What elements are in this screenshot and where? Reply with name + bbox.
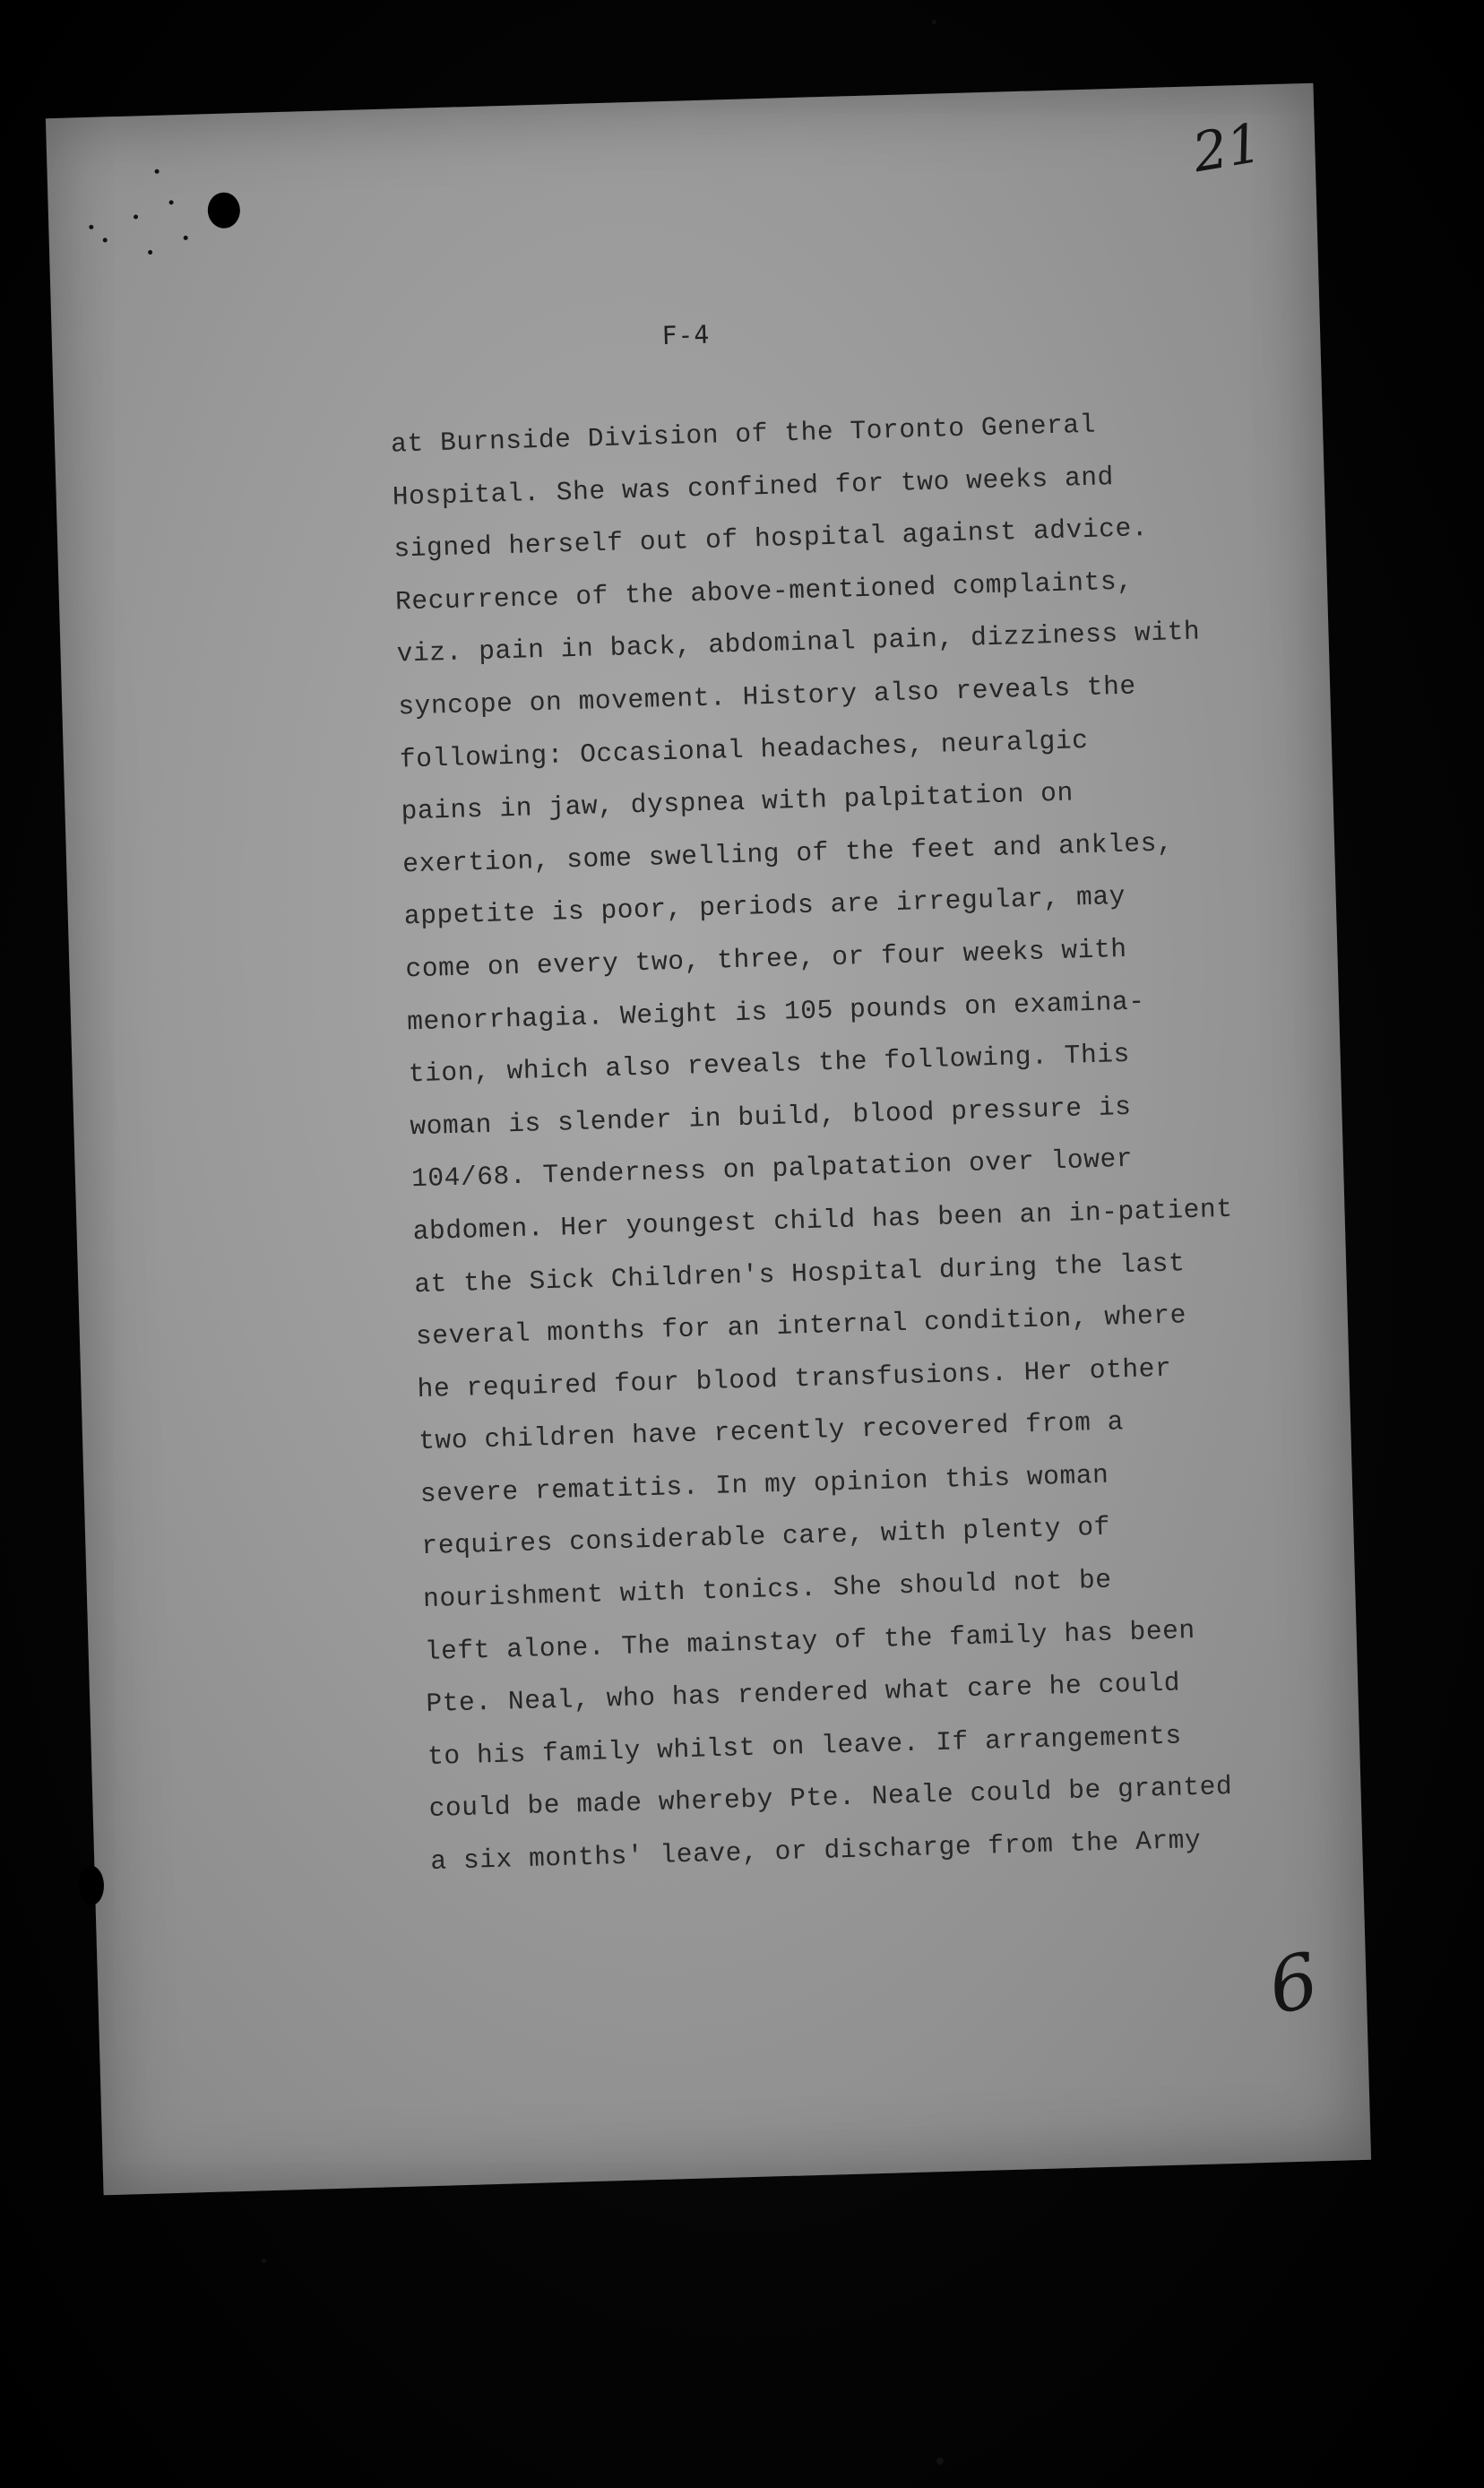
page-speck [103,238,108,242]
text-line: requires considerable care, with plenty of [421,1512,1111,1562]
document-page [46,83,1371,2196]
text-line: he required four blood transfusions. Her other [417,1352,1172,1404]
text-line: Recurrence of the above-mentioned complaints, [394,566,1134,618]
text-line: syncope on movement. History also reveals the [397,670,1137,722]
text-line: viz. pain in back, abdominal pain, dizziness with [396,616,1201,670]
punch-hole [207,192,240,229]
text-line: signed herself out of hospital against advice. [393,513,1149,565]
text-line: 104/68. Tenderness on palpatation over lower [410,1144,1134,1195]
typed-letter-body [390,394,1273,1888]
punch-hole [78,1865,104,1905]
text-line: following: Occasional headaches, neuralgic [399,724,1089,775]
text-line: woman is slender in build, blood pressure is [410,1091,1132,1143]
page-speck [155,169,160,174]
page-speck [148,250,152,255]
film-speck [262,2259,266,2263]
text-line: pains in jaw, dyspnea with palpitation on [401,777,1074,827]
page-speck [89,225,93,229]
text-line: could be made whereby Pte. Neale could be granted [428,1771,1233,1825]
text-line: exertion, some swelling of the feet and ankles, [401,827,1174,880]
page-speck [134,214,138,219]
text-line: tion, which also reveals the following. This [408,1038,1131,1090]
text-line: nourishment with tonics. She should not be [422,1564,1113,1615]
text-line: two children have recently recovered from a [418,1406,1125,1457]
page-speck [169,200,174,204]
text-line: abdomen. Her youngest child has been an in-patient [412,1193,1234,1248]
text-line: Hospital. She was confined for two weeks and [392,461,1115,513]
handwritten-page-number: 21 [1187,111,1266,186]
text-line: to his family whilst on leave. If arrangements [427,1720,1183,1772]
text-line: a six months' leave, or discharge from the Army [429,1824,1202,1877]
text-line: left alone. The mainstay of the family has been [424,1614,1196,1667]
text-line: Pte. Neal, who has rendered what care he could [426,1667,1181,1720]
text-line: severe rematitis. In my opinion this woman [419,1459,1109,1510]
text-line: at Burnside Division of the Toronto General [390,409,1097,460]
text-line: come on every two, three, or four weeks with [405,933,1128,985]
text-line: menorrhagia. Weight is 105 pounds on examina- [406,985,1146,1037]
page-header: F-4 [661,319,711,351]
handwritten-corner-mark: 6 [1260,1935,1325,2032]
page-speck [184,236,188,240]
film-speck [932,20,936,24]
film-speck [936,2458,944,2465]
text-line: at the Sick Children's Hospital during the last [413,1247,1186,1300]
text-line: appetite is poor, periods are irregular, may [403,881,1126,932]
text-line: several months for an internal condition, where [415,1300,1187,1352]
